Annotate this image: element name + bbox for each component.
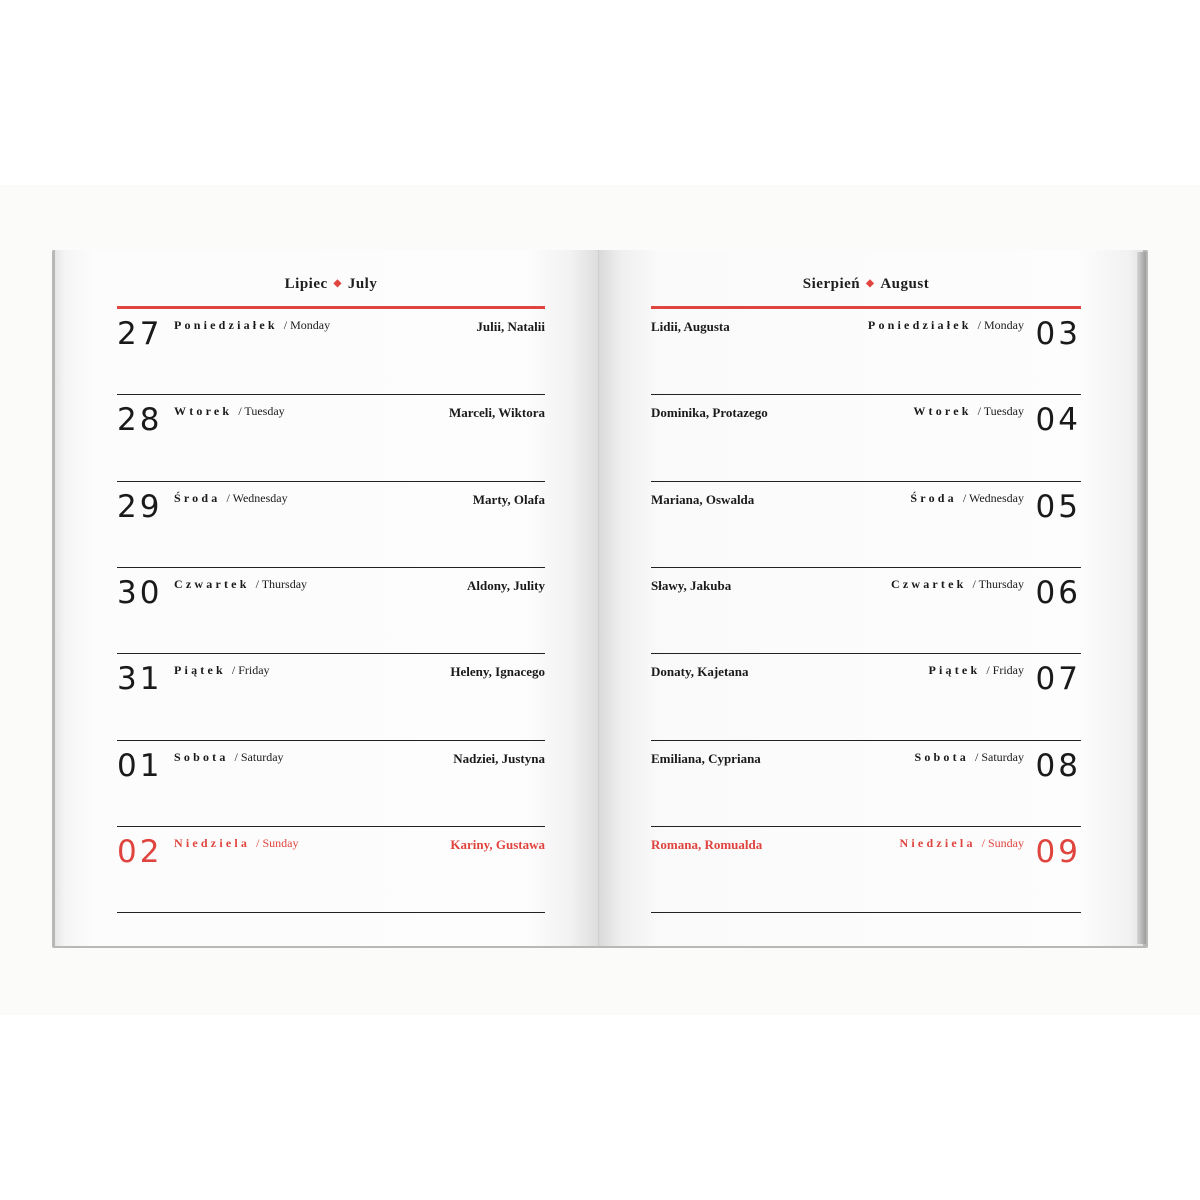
day-name-pl: Poniedziałek <box>174 318 278 332</box>
day-separator <box>651 740 1081 741</box>
day-number: 06 <box>1035 574 1081 611</box>
day-separator <box>117 653 545 654</box>
day-name-en: / Sunday <box>981 835 1024 850</box>
day-separator <box>117 394 545 395</box>
day-name-en: / Tuesday <box>238 404 285 419</box>
nameday-names: Mariana, Oswalda <box>651 491 755 507</box>
day-name-pl: Wtorek <box>174 404 233 419</box>
day-name <box>174 403 285 419</box>
nameday-names: Marty, Olafa <box>472 491 545 507</box>
day-number: 31 <box>117 661 163 698</box>
day-separator <box>117 740 545 741</box>
day-separator <box>651 912 1081 913</box>
day-name <box>174 662 270 678</box>
nameday-names: Sławy, Jakuba <box>651 577 732 593</box>
day-separator <box>651 653 1081 654</box>
day-number: 01 <box>117 747 163 784</box>
day-name-en: / Wednesday <box>962 490 1024 505</box>
day-number: 07 <box>1035 661 1081 698</box>
day-number: 29 <box>117 488 163 525</box>
nameday-names: Marceli, Wiktora <box>448 405 545 421</box>
day-name-en: / Friday <box>231 663 270 678</box>
day-number: 02 <box>117 833 163 870</box>
day-name <box>174 749 284 765</box>
day-name <box>174 490 288 506</box>
day-separator <box>117 826 545 827</box>
day-number: 08 <box>1035 747 1081 784</box>
day-separator <box>651 567 1081 568</box>
day-separator <box>117 481 545 482</box>
day-name-pl: Piątek <box>174 663 226 678</box>
book-page-edge <box>1137 252 1146 944</box>
day-name <box>914 749 1024 765</box>
day-number: 30 <box>117 574 163 611</box>
day-name-en: / Thursday <box>972 576 1024 591</box>
right-month-pl: Sierpień <box>802 276 861 292</box>
day-name <box>174 576 307 592</box>
day-name-pl: Czwartek <box>890 576 967 591</box>
day-name-pl: Sobota <box>914 749 969 764</box>
day-separator <box>117 912 545 913</box>
right-month-title <box>706 276 1026 296</box>
day-name-en: / Monday <box>283 318 331 332</box>
day-number: 03 <box>1035 316 1081 352</box>
day-name <box>174 835 298 851</box>
nameday-names: Dominika, Protazego <box>651 405 768 421</box>
nameday-names: Emiliana, Cypriana <box>651 750 761 766</box>
day-name-pl: Piątek <box>928 663 981 678</box>
right-month-en: August <box>880 276 930 292</box>
diamond-icon: ◆ <box>866 278 875 289</box>
day-number: 05 <box>1035 488 1081 525</box>
day-separator <box>651 481 1081 482</box>
day-name-en: / Tuesday <box>977 404 1024 419</box>
day-separator <box>651 826 1081 827</box>
day-name <box>174 317 330 333</box>
day-name-en: / Thursday <box>255 576 308 591</box>
day-name-en: / Saturday <box>975 749 1024 764</box>
day-name-pl: Poniedziałek <box>867 318 972 332</box>
left-header-rule <box>117 306 545 309</box>
nameday-names: Heleny, Ignacego <box>450 664 545 680</box>
right-header-rule <box>651 306 1081 309</box>
nameday-names: Nadziei, Justyna <box>453 750 545 766</box>
day-name <box>928 662 1024 678</box>
day-name-en: / Saturday <box>234 749 284 764</box>
day-name-en: / Monday <box>977 318 1024 332</box>
day-name-pl: Niedziela <box>174 835 251 850</box>
day-name-pl: Wtorek <box>913 404 972 419</box>
left-month-pl: Lipiec <box>284 276 328 292</box>
day-number: 27 <box>117 316 163 352</box>
diamond-icon: ◆ <box>333 278 342 289</box>
day-number: 28 <box>117 402 163 439</box>
day-number: 09 <box>1035 833 1081 870</box>
day-name-pl: Sobota <box>174 749 229 764</box>
left-month-title <box>171 276 491 296</box>
day-name-en: / Friday <box>986 663 1024 678</box>
nameday-names: Aldony, Julity <box>466 577 545 593</box>
day-name <box>913 403 1024 419</box>
day-name <box>910 490 1024 506</box>
day-name <box>891 576 1024 592</box>
nameday-names: Kariny, Gustawa <box>450 836 545 852</box>
day-name-en: / Sunday <box>256 835 299 850</box>
day-separator <box>117 567 545 568</box>
day-name <box>900 835 1024 851</box>
nameday-names: Julii, Natalii <box>476 319 545 334</box>
day-name-pl: Niedziela <box>899 835 976 850</box>
nameday-names: Donaty, Kajetana <box>651 664 749 680</box>
day-number: 04 <box>1035 402 1081 439</box>
day-name-pl: Czwartek <box>174 576 250 591</box>
left-month-en: July <box>347 276 378 292</box>
day-name-en: / Wednesday <box>226 490 288 505</box>
nameday-names: Romana, Romualda <box>651 836 763 852</box>
day-name-pl: Środa <box>910 490 957 505</box>
day-name-pl: Środa <box>174 490 221 505</box>
day-separator <box>651 394 1081 395</box>
nameday-names: Lidii, Augusta <box>651 319 730 334</box>
day-name <box>868 317 1024 333</box>
